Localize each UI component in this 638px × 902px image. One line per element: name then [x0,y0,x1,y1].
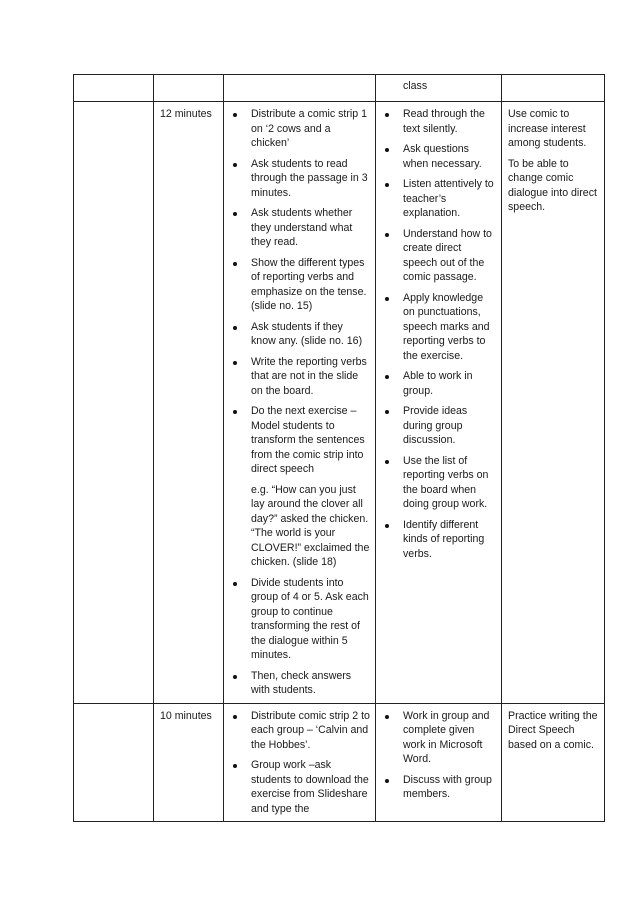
bullet-icon [233,326,237,330]
rationale-text: To be able to change comic dialogue into direct speech. [508,157,597,213]
teacher-step: Ask students to read through the passage in 3 minutes. [251,157,368,199]
learner-step: Work in group and complete given work in Microsoft Word. [403,709,490,765]
list-item [230,107,370,151]
list-item [382,291,496,364]
learner-activity-list [382,107,496,561]
list-item [382,227,496,285]
list-item [382,107,496,136]
learner-step: Listen attentively to teacher’s explanation. [403,178,494,219]
list-item [230,669,370,698]
table-row-10-minutes [74,703,605,822]
list-item [382,369,496,398]
bullet-icon [385,460,389,464]
bullet-icon [233,764,237,768]
bullet-icon [233,361,237,365]
time-cell [154,75,224,102]
time-cell [154,102,224,704]
list-item [230,206,370,250]
list-item [230,404,370,477]
list-item [230,355,370,399]
bullet-icon [385,779,389,783]
list-item [230,576,370,663]
teacher-step: Distribute comic strip 2 to each group – ‘Calvin and the Hobbes’. [251,709,370,751]
list-item [382,518,496,562]
list-item [382,404,496,448]
teacher-step: Distribute a comic strip 1 on ‘2 cows and a chicken’ [251,108,367,149]
stage-cell [74,102,154,704]
list-item [382,177,496,221]
teacher-activity-list [230,107,370,477]
bullet-icon [385,148,389,152]
list-item [382,709,496,767]
rationale-text: Use comic to increase interest among students. [508,108,587,149]
bullet-icon [385,375,389,379]
rationale-cell [502,75,605,102]
learner-step: Use the list of reporting verbs on the board when doing group work. [403,454,489,510]
time-label: 12 minutes [160,108,212,120]
teacher-activity-cell [224,75,376,102]
teacher-step: Write the reporting verbs that are not in the slide on the board. [251,355,367,397]
time-cell [154,703,224,822]
rationale-text: Practice writing the Direct Speech based on a comic. [508,709,598,751]
learner-step: Apply knowledge on punctuations, speech marks and reporting verbs to the exercise. [403,291,490,362]
table-row-12-minutes [74,102,605,704]
bullet-icon [385,233,389,237]
learner-activity-cell [376,75,502,102]
list-item [230,157,370,201]
bullet-icon [233,675,237,679]
learner-step: Able to work in group. [403,370,473,397]
teacher-step: Group work –ask students to download the exercise from Slideshare and type the [251,759,369,815]
teacher-step: Then, check answers with students. [251,669,352,696]
bullet-icon [385,715,389,719]
learner-step: Provide ideas during group discussion. [403,405,468,446]
teacher-activity-list-continued [230,576,370,698]
rationale-cell [502,102,605,704]
bullet-icon [233,163,237,167]
learner-step: Discuss with group members. [403,773,492,800]
teacher-step: Do the next exercise – Model students to transform the sentences from the comic strip into direct speech [251,405,365,475]
learner-activity-cell [376,102,502,704]
teacher-step: Ask students whether they understand what they read. [251,207,353,248]
bullet-icon [385,183,389,187]
list-item [230,256,370,314]
bullet-icon [385,410,389,414]
learner-activity-list [382,709,496,802]
stage-cell [74,75,154,102]
teacher-step: Ask students if they know any. (slide no. 16) [251,320,363,347]
list-item [230,709,370,753]
lesson-plan-table [73,74,605,822]
teacher-activity-cell [224,102,376,704]
stage-cell [74,703,154,822]
bullet-icon [233,212,237,216]
teacher-step: Show the different types of reporting verbs and emphasize on the tense. (slide no. 15) [251,256,367,312]
learner-step: Understand how to create direct speech out of the comic passage. [403,227,492,283]
bullet-icon [233,410,237,414]
bullet-icon [233,113,237,117]
bullet-icon [385,524,389,528]
list-item [382,773,496,802]
teacher-step: Divide students into group of 4 or 5. Ask each group to continue transforming the rest of the dialogue within 5 minutes. [251,576,369,661]
time-label: 10 minutes [160,709,212,722]
list-item [382,142,496,171]
bullet-icon [385,297,389,301]
list-item [230,758,370,816]
bullet-icon [233,715,237,719]
learner-step: Ask questions when necessary. [403,143,482,170]
list-item [382,454,496,512]
teacher-activity-cell [224,703,376,822]
rationale-cell [502,703,605,822]
list-item [230,320,370,349]
bullet-icon [385,113,389,117]
learner-step: Read through the text silently. [403,108,485,135]
learner-step: Identify different kinds of reporting verbs. [403,518,485,560]
learner-activity-cell [376,703,502,822]
table-row-continuation [74,75,605,102]
bullet-icon [233,262,237,266]
bullet-icon [233,582,237,586]
teacher-activity-list [230,709,370,817]
learner-activity-text: class [403,80,428,92]
example-text: e.g. “How can you just lay around the clover all day?” asked the chicken. “The world is your CLOVER!” exclaimed the chicken. (slide 18) [251,483,370,568]
